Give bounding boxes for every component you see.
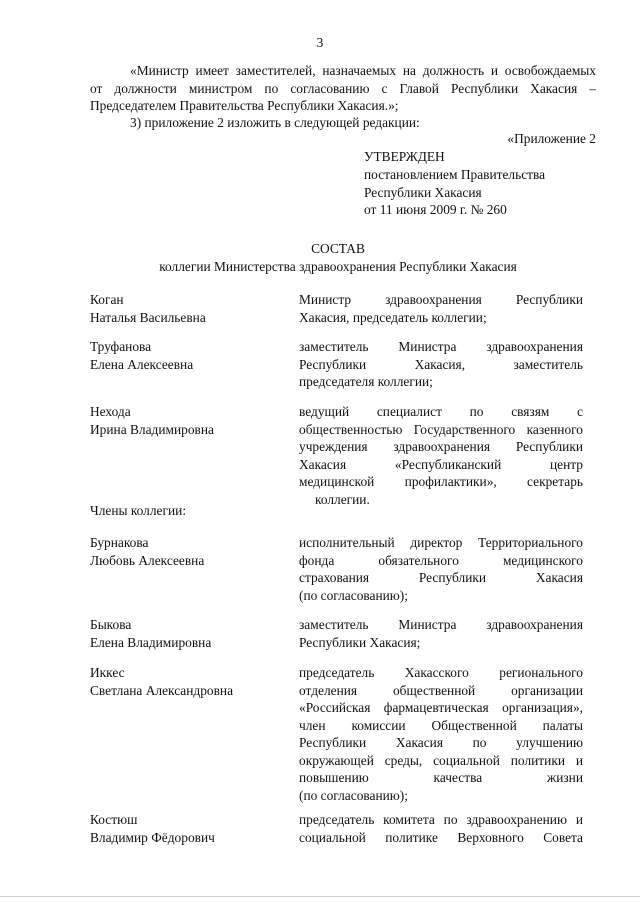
intro-line: «Министр имеет заместителей, назначаемых на должность и освобождаемых	[130, 63, 596, 78]
appendix-label: «Приложение 2	[507, 131, 596, 146]
member-role	[299, 664, 583, 804]
member-role	[299, 403, 583, 508]
member-given-name: Елена Владимировна	[90, 634, 212, 650]
member-name	[90, 811, 280, 846]
approval-line: постановлением Правительства	[364, 167, 546, 182]
member-role	[299, 534, 583, 604]
member-role	[299, 616, 583, 651]
member-role	[299, 291, 583, 326]
page-edge-divider	[0, 896, 640, 897]
role-line: фонда обязательного медицинского	[299, 552, 583, 568]
role-line: председателя коллегии;	[299, 374, 433, 389]
intro-item-3: 3) приложение 2 изложить в следующей редакции:	[130, 115, 420, 130]
member-name	[90, 403, 280, 438]
members-label: Члены коллегии:	[90, 503, 187, 518]
approval-details	[364, 166, 596, 219]
member-name	[90, 338, 280, 373]
member-given-name: Светлана Александровна	[90, 682, 234, 698]
role-line: Республики Хакасия, заместитель	[299, 356, 583, 372]
role-line: коллегии.	[315, 491, 370, 507]
role-line: социальной политике Верховного Совета	[299, 829, 583, 845]
member-surname: Быкова	[90, 617, 132, 632]
role-line: учреждения здравоохранения Республики	[299, 439, 583, 454]
role-line: страхования Республики Хакасия	[299, 570, 583, 585]
member-given-name: Елена Алексеевна	[90, 356, 194, 372]
member-given-name: Владимир Фёдорович	[90, 829, 215, 845]
member-given-name: Любовь Алексеевна	[90, 552, 205, 568]
intro-paragraph	[90, 62, 596, 115]
member-name	[90, 664, 280, 699]
member-role	[299, 338, 583, 391]
member-surname: Костюш	[90, 812, 138, 827]
role-line: председатель комитета по здравоохранению и	[299, 812, 583, 827]
role-line: Хакасия «Республиканский центр	[299, 456, 583, 472]
intro-line: Председателем Правительства Республики Хакасия.»;	[90, 98, 399, 113]
member-surname: Труфанова	[90, 339, 152, 354]
member-given-name: Ирина Владимировна	[90, 421, 214, 437]
role-line: председатель Хакасского регионального	[299, 665, 583, 680]
member-name	[90, 534, 280, 569]
role-line: Хакасия, председатель коллегии;	[299, 309, 487, 325]
role-line: отделения общественной организации	[299, 682, 583, 698]
document-subtitle: коллегии Министерства здравоохранения Республики Хакасия	[159, 259, 517, 274]
role-line: заместитель Министра здравоохранения	[299, 617, 583, 632]
page-number: 3	[316, 35, 324, 50]
member-name	[90, 616, 280, 651]
approved-stamp: УТВЕРЖДЕН	[364, 149, 445, 164]
role-line: окружающей среды, социальной политики и	[299, 752, 583, 768]
role-line: заместитель Министра здравоохранения	[299, 339, 583, 354]
member-surname: Нехода	[90, 404, 131, 419]
role-line: медицинской профилактики», секретарь	[299, 474, 583, 489]
approval-line: от 11 июня 2009 г. № 260	[364, 202, 507, 217]
document-title: СОСТАВ	[311, 241, 365, 256]
role-line: член комиссии Общественной палаты	[299, 717, 583, 733]
member-name	[90, 291, 280, 326]
member-surname: Иккес	[90, 665, 125, 680]
member-surname: Бурнакова	[90, 535, 149, 550]
role-line: Министр здравоохранения Республики	[299, 292, 583, 307]
member-role	[299, 811, 583, 846]
member-given-name: Наталья Васильевна	[90, 309, 206, 325]
role-line: Республики Хакасия по улучшению	[299, 735, 583, 750]
role-line: (по согласованию);	[299, 587, 408, 603]
role-line: Республики Хакасия;	[299, 634, 421, 650]
role-line: ведущий специалист по связям с	[299, 404, 583, 419]
member-surname: Коган	[90, 292, 124, 307]
role-line: общественностью Государственного казенного	[299, 421, 583, 437]
intro-line: от должности министром по согласованию с Главой Республики Хакасия –	[90, 80, 596, 96]
role-line: «Российская фармацевтическая организация»,	[299, 700, 583, 715]
approval-line: Республики Хакасия	[364, 184, 482, 200]
role-line: повышению качества жизни	[299, 770, 583, 785]
role-line: исполнительный директор Территориального	[299, 535, 583, 550]
role-line: (по согласованию);	[299, 787, 408, 803]
